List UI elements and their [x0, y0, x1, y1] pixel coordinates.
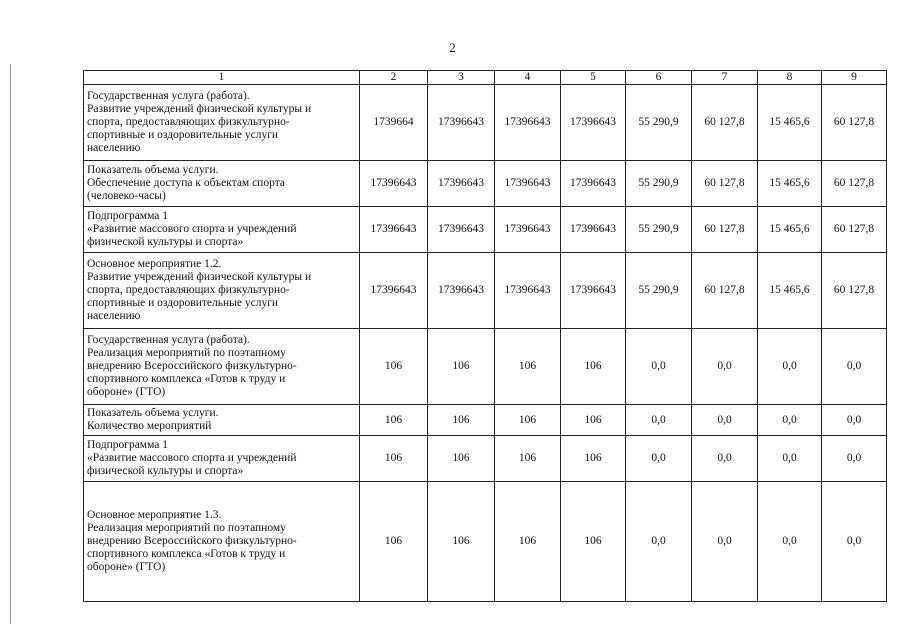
value-cell: 55 290,9 [626, 253, 692, 329]
description-line: физической культуры и спорта» [87, 236, 244, 248]
description-line: «Развитие массового спорта и учреждений [87, 223, 297, 235]
description-line: населению [87, 142, 141, 154]
description-line: Подпрограмма 1 [87, 210, 169, 222]
row-description [84, 436, 360, 482]
row-description [84, 85, 360, 161]
value-cell: 106 [495, 482, 561, 602]
description-line: Основное мероприятие 1.2. [87, 258, 222, 270]
value-cell: 0,0 [626, 405, 692, 436]
value-cell: 15 465,6 [758, 253, 822, 329]
description-line: Реализация мероприятий по поэтапному [87, 522, 286, 534]
header-cell: 2 [360, 71, 428, 85]
table-row [84, 161, 887, 207]
value-cell: 17396643 [561, 207, 626, 253]
row-description [84, 329, 360, 405]
value-cell: 0,0 [758, 436, 822, 482]
value-cell: 55 290,9 [626, 161, 692, 207]
value-cell: 60 127,8 [692, 253, 758, 329]
table-row [84, 85, 887, 161]
value-cell: 17396643 [428, 253, 495, 329]
row-description [84, 253, 360, 329]
value-cell: 106 [428, 405, 495, 436]
description-line: обороне» (ГТО) [87, 561, 166, 573]
value-cell: 0,0 [822, 436, 887, 482]
scan-edge-line [10, 64, 11, 624]
table-row [84, 329, 887, 405]
value-cell: 60 127,8 [692, 161, 758, 207]
value-cell: 0,0 [822, 329, 887, 405]
header-cell: 1 [84, 71, 360, 85]
value-cell: 106 [561, 436, 626, 482]
value-cell: 60 127,8 [822, 161, 887, 207]
value-cell: 0,0 [626, 436, 692, 482]
value-cell: 0,0 [822, 482, 887, 602]
value-cell: 55 290,9 [626, 85, 692, 161]
description-line: Развитие учреждений физической культуры и [87, 103, 312, 115]
value-cell: 106 [495, 405, 561, 436]
value-cell: 17396643 [561, 85, 626, 161]
value-cell: 106 [561, 482, 626, 602]
description-line: Количество мероприятий [87, 420, 212, 432]
value-cell: 106 [495, 436, 561, 482]
value-cell: 0,0 [692, 436, 758, 482]
value-cell: 17396643 [561, 161, 626, 207]
value-cell: 106 [428, 482, 495, 602]
value-cell: 106 [495, 329, 561, 405]
value-cell: 0,0 [758, 482, 822, 602]
description-line: спортивные и оздоровительные услуги [87, 297, 279, 309]
description-line: Обеспечение доступа к объектам спорта [87, 177, 285, 189]
description-line: Показатель объема услуги. [87, 407, 219, 419]
value-cell: 17396643 [428, 161, 495, 207]
description-line: внедрению Всероссийского физкультурно- [87, 360, 297, 372]
page-number: 2 [449, 40, 456, 55]
description-line: Подпрограмма 1 [87, 439, 169, 451]
value-cell: 17396643 [428, 207, 495, 253]
description-line: (человеко-часы) [87, 190, 166, 202]
value-cell: 106 [561, 329, 626, 405]
value-cell: 106 [428, 436, 495, 482]
value-cell: 17396643 [360, 161, 428, 207]
description-line: населению [87, 310, 141, 322]
value-cell: 60 127,8 [692, 85, 758, 161]
table-row [84, 253, 887, 329]
value-cell: 0,0 [758, 405, 822, 436]
description-line: обороне» (ГТО) [87, 386, 166, 398]
table-row [84, 405, 887, 436]
value-cell: 17396643 [495, 253, 561, 329]
value-cell: 0,0 [692, 329, 758, 405]
header-cell: 4 [495, 71, 561, 85]
value-cell: 0,0 [822, 405, 887, 436]
value-cell: 0,0 [692, 482, 758, 602]
value-cell: 106 [561, 405, 626, 436]
description-line: Государственная услуга (работа). [87, 334, 250, 346]
description-line: Реализация мероприятий по поэтапному [87, 347, 286, 359]
header-cell: 6 [626, 71, 692, 85]
value-cell: 55 290,9 [626, 207, 692, 253]
header-cell: 5 [561, 71, 626, 85]
description-line: спорта, предоставляющих физкультурно- [87, 284, 290, 296]
description-line: спортивного комплекса «Готов к труду и [87, 548, 286, 560]
value-cell: 15 465,6 [758, 207, 822, 253]
description-line: спортивные и оздоровительные услуги [87, 129, 279, 141]
header-row [84, 71, 887, 85]
row-description [84, 161, 360, 207]
value-cell: 60 127,8 [692, 207, 758, 253]
header-cell: 8 [758, 71, 822, 85]
value-cell: 1739664 [360, 85, 428, 161]
value-cell: 106 [428, 329, 495, 405]
value-cell: 15 465,6 [758, 85, 822, 161]
value-cell: 15 465,6 [758, 161, 822, 207]
value-cell: 17396643 [360, 253, 428, 329]
value-cell: 0,0 [626, 482, 692, 602]
value-cell: 106 [360, 329, 428, 405]
value-cell: 17396643 [495, 207, 561, 253]
table-row [84, 482, 887, 602]
value-cell: 0,0 [692, 405, 758, 436]
value-cell: 0,0 [758, 329, 822, 405]
value-cell: 60 127,8 [822, 85, 887, 161]
value-cell: 17396643 [561, 253, 626, 329]
description-line: внедрению Всероссийского физкультурно- [87, 535, 297, 547]
value-cell: 17396643 [428, 85, 495, 161]
value-cell: 17396643 [495, 161, 561, 207]
table-row [84, 436, 887, 482]
value-cell: 106 [360, 482, 428, 602]
value-cell: 60 127,8 [822, 253, 887, 329]
value-cell: 17396643 [360, 207, 428, 253]
row-description [84, 405, 360, 436]
row-description [84, 482, 360, 602]
header-cell: 9 [822, 71, 887, 85]
row-description [84, 207, 360, 253]
value-cell: 0,0 [626, 329, 692, 405]
table-row [84, 207, 887, 253]
value-cell: 17396643 [495, 85, 561, 161]
data-table [83, 70, 887, 602]
header-cell: 7 [692, 71, 758, 85]
value-cell: 60 127,8 [822, 207, 887, 253]
header-cell: 3 [428, 71, 495, 85]
description-line: Государственная услуга (работа). [87, 90, 250, 102]
description-line: физической культуры и спорта» [87, 465, 244, 477]
description-line: Основное мероприятие 1.3. [87, 509, 222, 521]
description-line: Показатель объема услуги. [87, 164, 219, 176]
description-line: спорта, предоставляющих физкультурно- [87, 116, 290, 128]
value-cell: 106 [360, 436, 428, 482]
description-line: спортивного комплекса «Готов к труду и [87, 373, 286, 385]
description-line: Развитие учреждений физической культуры и [87, 271, 312, 283]
value-cell: 106 [360, 405, 428, 436]
description-line: «Развитие массового спорта и учреждений [87, 452, 297, 464]
